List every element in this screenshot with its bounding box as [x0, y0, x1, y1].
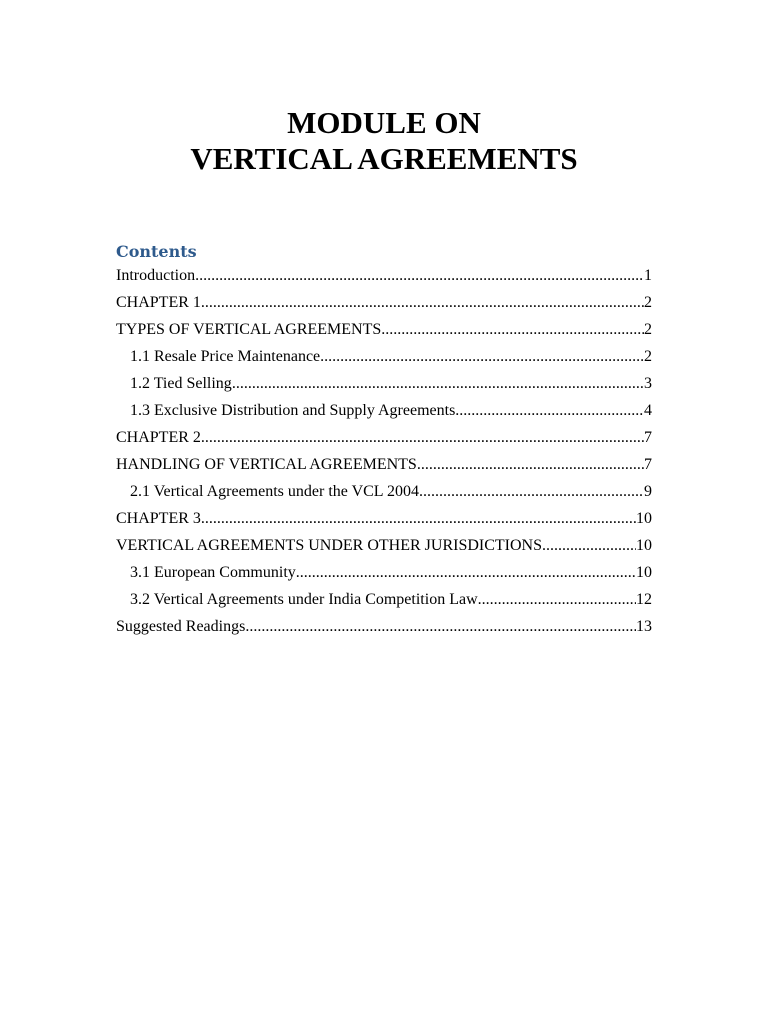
toc-entry-label: CHAPTER 3: [116, 510, 201, 527]
toc-entry[interactable]: [116, 426, 652, 453]
toc-entry-label: 1.2 Tied Selling: [130, 375, 232, 392]
toc-entry[interactable]: [116, 534, 652, 561]
toc-entry-label: Suggested Readings: [116, 618, 246, 635]
table-of-contents: [116, 264, 652, 642]
toc-entry-label: CHAPTER 1: [116, 294, 201, 311]
document-title-line-1: MODULE ON: [287, 105, 481, 140]
toc-entry-page-number: 2: [644, 321, 652, 338]
toc-entry-label: TYPES OF VERTICAL AGREEMENTS: [116, 321, 382, 338]
toc-dot-leader: [232, 372, 644, 395]
toc-entry-page-number: 9: [644, 483, 652, 500]
toc-entry-page-number: 10: [636, 564, 652, 581]
toc-entry-page-number: 10: [636, 510, 652, 527]
toc-entry[interactable]: [116, 264, 652, 291]
toc-entry-page-number: 3: [644, 375, 652, 392]
toc-entry-label: Introduction: [116, 267, 196, 284]
toc-entry-label: CHAPTER 2: [116, 429, 201, 446]
toc-entry-page-number: 2: [644, 294, 652, 311]
toc-dot-leader: [245, 615, 636, 638]
toc-entry-page-number: 4: [644, 402, 652, 419]
toc-entry-page-number: 13: [636, 618, 652, 635]
toc-entry[interactable]: [116, 561, 652, 588]
toc-entry-page-number: 7: [644, 429, 652, 446]
toc-entry[interactable]: [116, 480, 652, 507]
toc-entry[interactable]: [116, 615, 652, 642]
toc-entry[interactable]: [116, 399, 652, 426]
toc-entry-page-number: 1: [644, 267, 652, 284]
contents-heading: Contents: [116, 242, 197, 261]
toc-entry[interactable]: [116, 291, 652, 318]
toc-entry-label: 1.1 Resale Price Maintenance: [130, 348, 321, 365]
toc-dot-leader: [381, 318, 644, 341]
toc-entry-page-number: 2: [644, 348, 652, 365]
toc-dot-leader: [195, 264, 644, 287]
toc-entry[interactable]: [116, 453, 652, 480]
toc-entry-label: 3.1 European Community: [130, 564, 296, 581]
toc-dot-leader: [320, 345, 644, 368]
toc-entry-label: 1.3 Exclusive Distribution and Supply Agreements: [130, 402, 456, 419]
toc-dot-leader: [455, 399, 644, 422]
toc-entry-label: VERTICAL AGREEMENTS UNDER OTHER JURISDICTIONS: [116, 537, 542, 554]
toc-entry[interactable]: [116, 345, 652, 372]
toc-entry[interactable]: [116, 372, 652, 399]
toc-dot-leader: [296, 561, 636, 584]
toc-entry-label: HANDLING OF VERTICAL AGREEMENTS: [116, 456, 417, 473]
toc-entry-page-number: 7: [644, 456, 652, 473]
toc-dot-leader: [478, 588, 636, 611]
toc-entry[interactable]: [116, 507, 652, 534]
document-title-line-2: VERTICAL AGREEMENTS: [190, 141, 578, 176]
toc-entry-label: 3.2 Vertical Agreements under India Competition Law: [130, 591, 478, 608]
toc-dot-leader: [201, 291, 644, 314]
toc-entry[interactable]: [116, 588, 652, 615]
toc-dot-leader: [201, 507, 636, 530]
toc-dot-leader: [419, 480, 644, 503]
toc-entry[interactable]: [116, 318, 652, 345]
toc-entry-page-number: 10: [636, 537, 652, 554]
toc-dot-leader: [542, 534, 636, 557]
toc-dot-leader: [201, 426, 644, 449]
toc-entry-label: 2.1 Vertical Agreements under the VCL 2004: [130, 483, 419, 500]
toc-entry-page-number: 12: [636, 591, 652, 608]
toc-dot-leader: [417, 453, 644, 476]
